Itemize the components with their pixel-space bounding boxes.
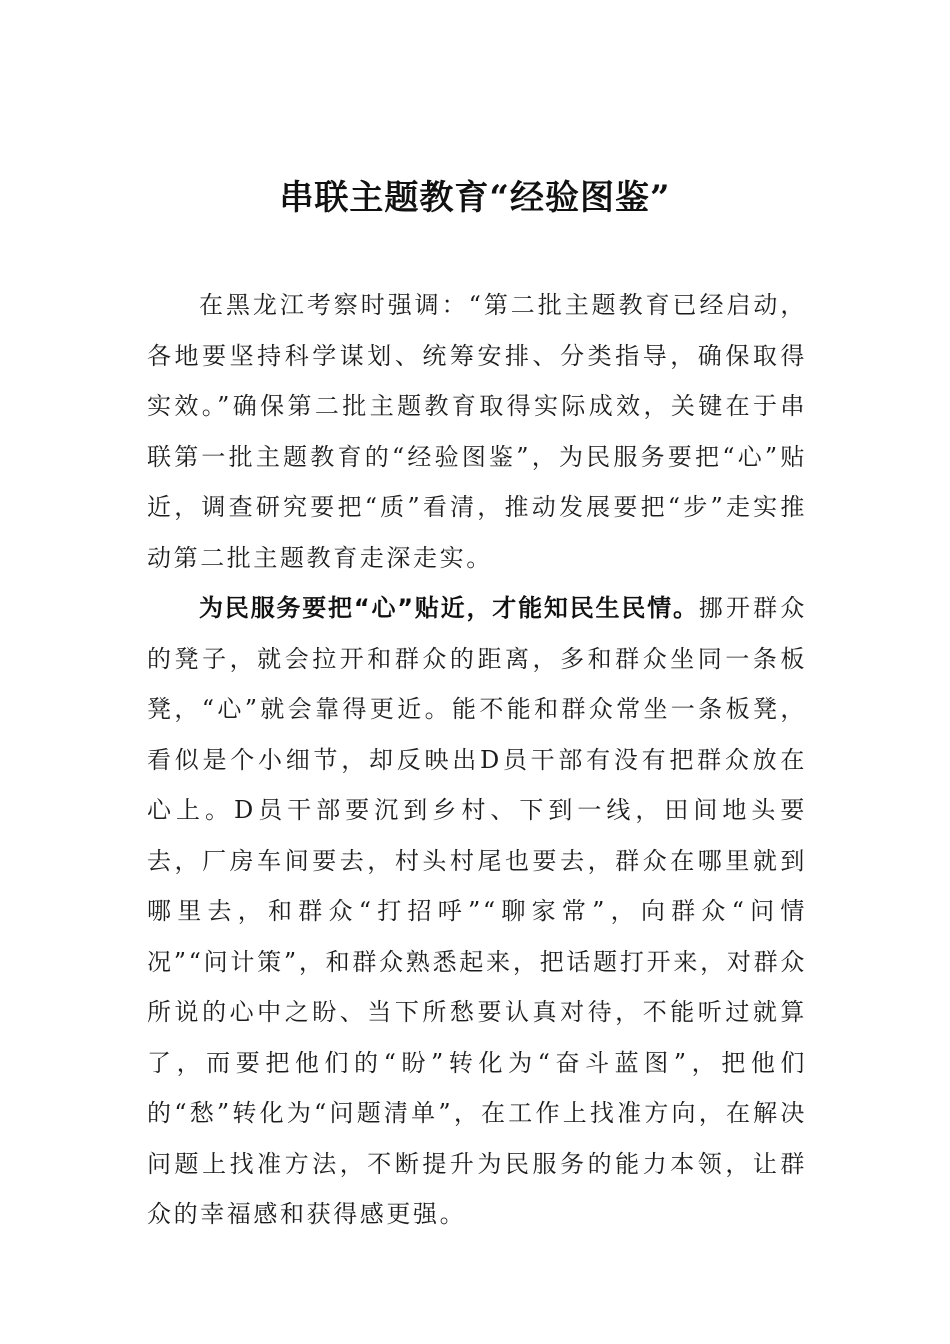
paragraph-service	[147, 583, 807, 1240]
paragraph-service-lead: 为民服务要把“心”贴近，才能知民生民情。	[199, 594, 699, 622]
document-title: 串联主题教育“经验图鉴”	[279, 178, 671, 218]
document-body	[147, 280, 807, 1240]
paragraph-intro-text: 在黑龙江考察时强调：“第二批主题教育已经启动，各地要坚持科学谋划、统筹安排、分类指导，确保取得实效。”确保第二批主题教育取得实际成效，关键在于串联第一批主题教育的“经验图鉴”，为民服务要把“心”贴近，调查研究要把“质”看清，推动发展要把“步”走实推动第二批主题教育走深走实。	[147, 291, 807, 572]
paragraph-service-text: 挪开群众的凳子，就会拉开和群众的距离，多和群众坐同一条板凳，“心”就会靠得更近。能不能和群众常坐一条板凳，看似是个小细节，却反映出D员干部有没有把群众放在心上。D员干部要沉到乡村、下到一线，田间地头要去，厂房车间要去，村头村尾也要去，群众在哪里就到哪里去，和群众“打招呼”“聊家常”，向群众“问情况”“问计策”，和群众熟悉起来，把话题打开来，对群众所说的心中之盼、当下所愁要认真对待，不能听过就算了，而要把他们的“盼”转化为“奋斗蓝图”，把他们的“愁”转化为“问题清单”，在工作上找准方向，在解决问题上找准方法，不断提升为民服务的能力本领，让群众的幸福感和获得感更强。	[147, 594, 807, 1228]
paragraph-intro	[147, 280, 807, 583]
